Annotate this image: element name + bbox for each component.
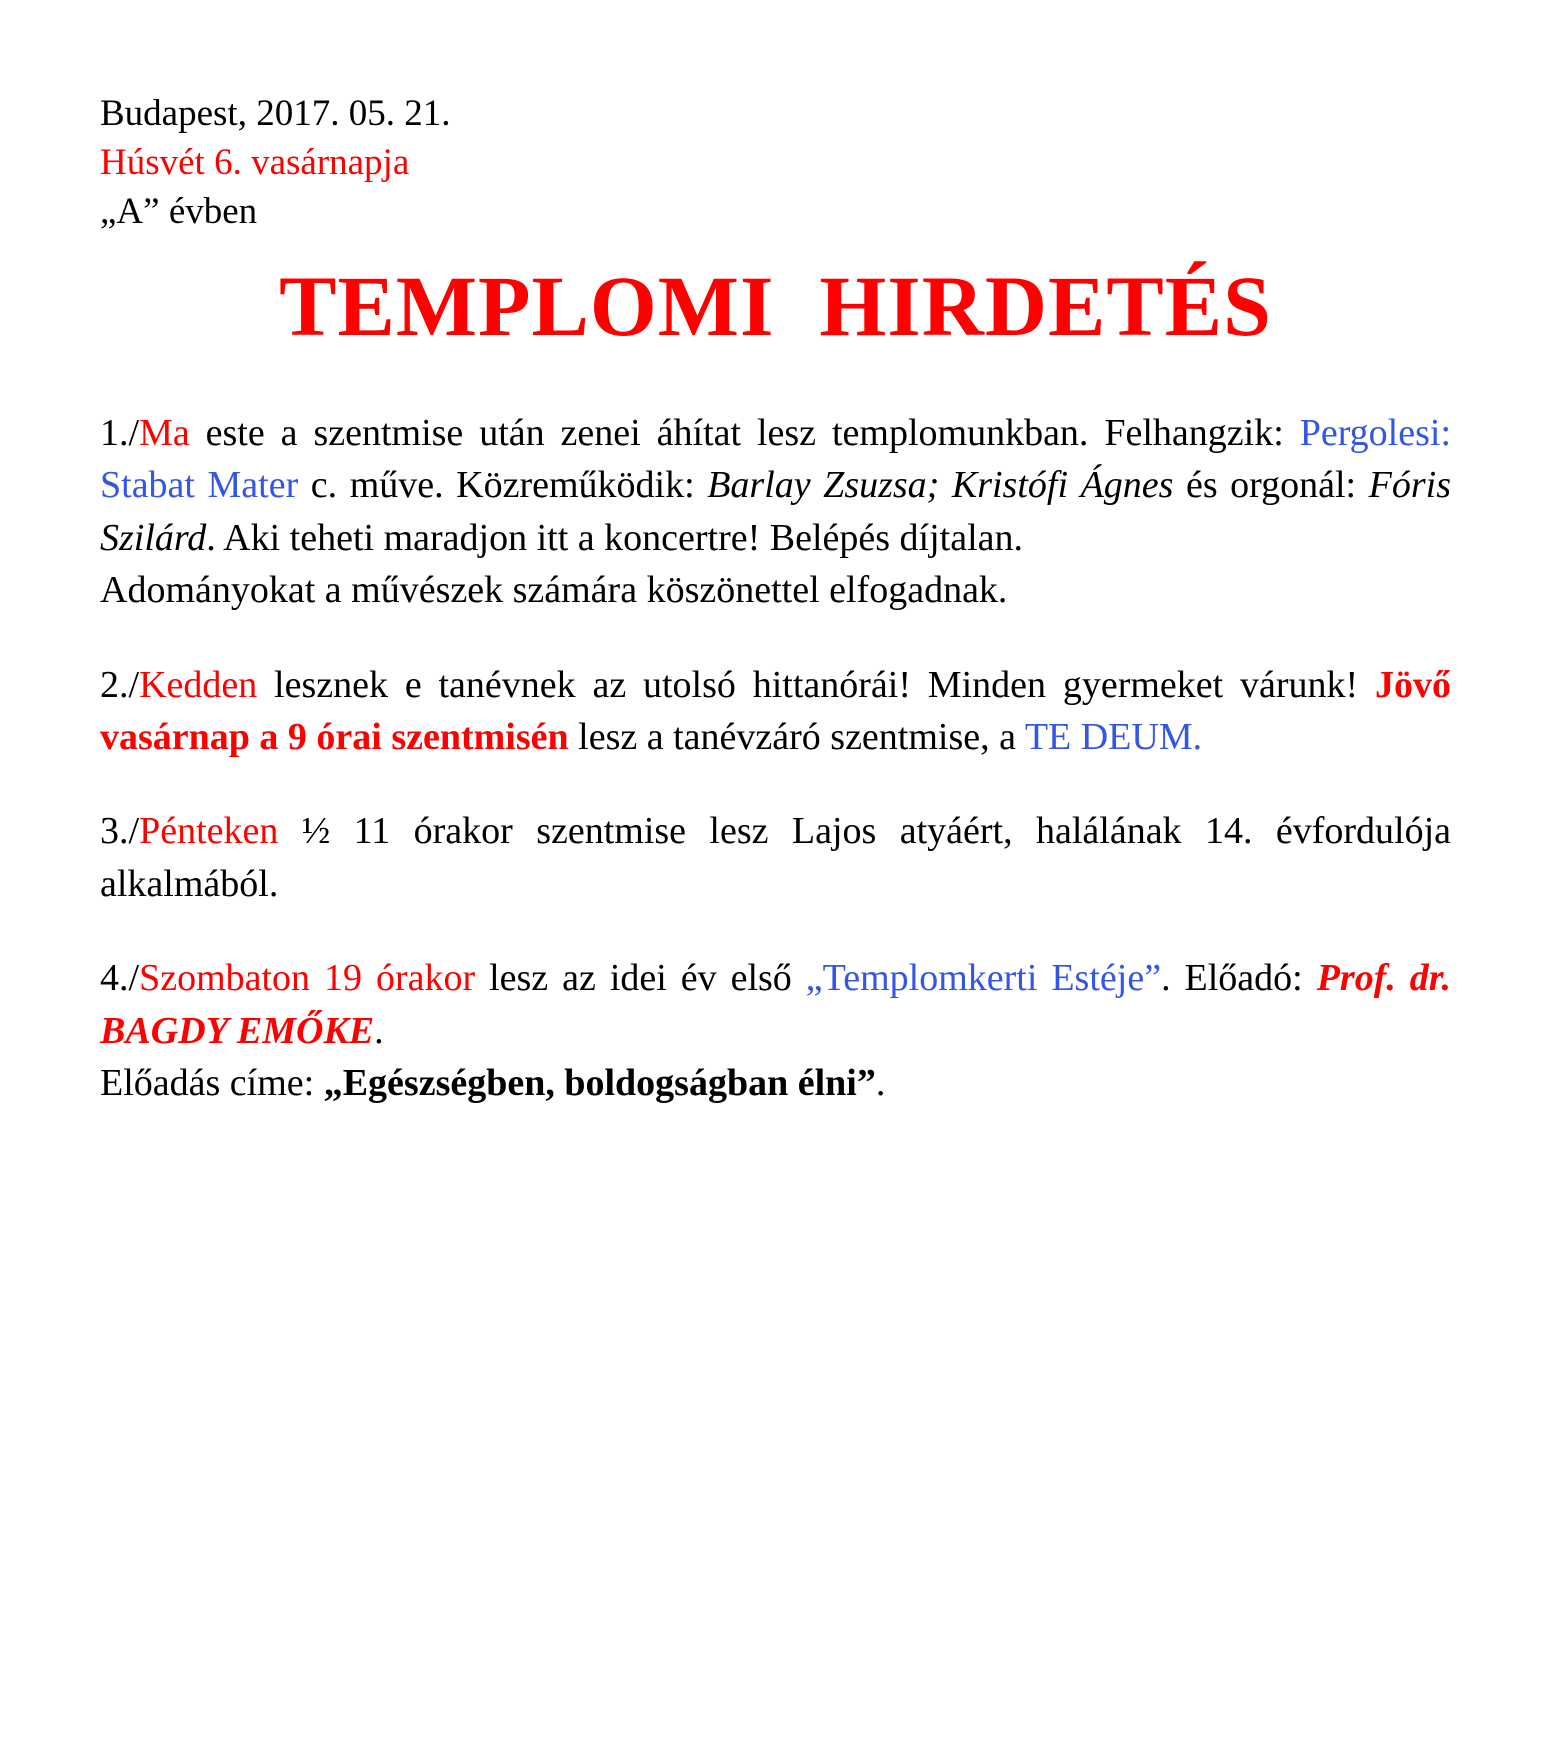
item-1-performers-singers: Barlay Zsuzsa; Kristófi Ágnes [707, 464, 1174, 507]
item-1-day: Ma [139, 411, 190, 454]
announcement-list [100, 407, 1451, 1110]
item-4-speaker: Prof. dr. BAGDY EMŐKE [100, 957, 1451, 1052]
item-2-number: 2./ [100, 663, 140, 706]
item-1-text-4: . Aki teheti maradjon itt a koncertre! Belépés díjtalan. [206, 516, 1024, 559]
item-1-text-5: Adományokat a művészek számára köszönettel elfogadnak. [100, 569, 1008, 612]
announcement-item-4 [100, 952, 1451, 1109]
document-header [100, 90, 1451, 236]
item-3-day: Pénteken [139, 810, 279, 853]
item-2-highlight: Jövő vasárnap a 9 órai szentmisén [100, 663, 1451, 758]
item-2-te-deum: TE DEUM. [1024, 715, 1203, 758]
item-1-performer-organist: Fóris Szilárd [100, 464, 1452, 559]
item-4-lecture-line [100, 1057, 1451, 1109]
announcement-item-3 [100, 805, 1451, 910]
item-4-text-2: . Előadó: [1161, 957, 1317, 1000]
item-1-text-1: este a szentmise után zenei áhítat lesz templomunkban. Felhangzik: [189, 411, 1300, 454]
place-date-line: Budapest, 2017. 05. 21. [100, 93, 451, 134]
year-cycle-line: „A” évben [100, 190, 258, 232]
item-3-text-1: ½ 11 órakor szentmise lesz Lajos atyáért, halálának 14. évfordulója alkalmából. [100, 810, 1451, 905]
item-1-work-title: Pergolesi: Stabat Mater [100, 411, 1451, 507]
item-2-day: Kedden [139, 663, 258, 706]
item-4-text-4: . [875, 1062, 886, 1105]
item-4-text-3: . [374, 1009, 384, 1052]
item-2-text-1: lesznek e tanévnek az utolsó hittanórái! Minden gyermeket várunk! [257, 663, 1375, 706]
item-2-text-2: lesz a tanévzáró szentmise, a [568, 715, 1025, 758]
item-3-number: 3./ [100, 810, 140, 853]
item-4-number: 4./ [100, 957, 140, 1000]
item-4-event-name: „Templomkerti Estéje” [805, 957, 1162, 1000]
liturgical-day-line: Húsvét 6. vasárnapja [100, 141, 410, 183]
item-1-number: 1./ [100, 411, 140, 454]
item-4-text-1: lesz az idei év első [475, 957, 806, 1000]
item-1-text-2: c. műve. Közreműködik: [298, 464, 708, 507]
page-title: TEMPLOMI HIRDETÉS [279, 258, 1272, 355]
announcement-item-2 [100, 659, 1451, 764]
item-1-text-3: és orgonál: [1173, 464, 1369, 507]
item-4-lecture-label: Előadás címe: [100, 1062, 324, 1105]
item-4-day: Szombaton 19 órakor [139, 957, 476, 1000]
announcement-item-1 [100, 407, 1451, 617]
item-4-lecture-title: „Egészségben, boldogságban élni” [323, 1062, 876, 1105]
